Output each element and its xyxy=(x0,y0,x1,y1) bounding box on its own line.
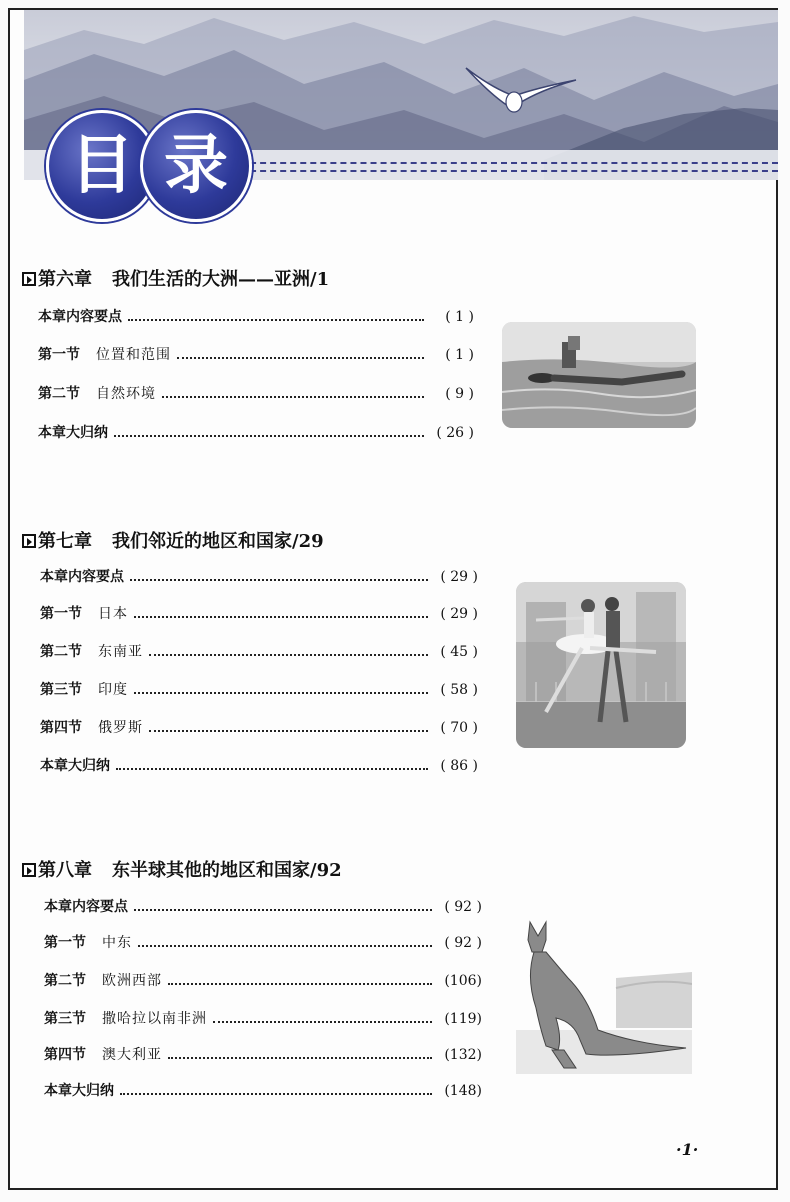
toc-page: ( 1 ) xyxy=(445,309,474,325)
chapter-number: 第六章 xyxy=(38,269,92,290)
toc-leader-dots xyxy=(120,1093,432,1095)
toc-entry[interactable] xyxy=(40,717,478,737)
chapter-title: 我们邻近的地区和国家/29 xyxy=(112,531,324,552)
toc-leader-dots xyxy=(128,319,424,321)
toc-leader-dots xyxy=(162,396,424,398)
toc-section: 本章内容要点 xyxy=(44,899,128,915)
toc-page: ( 70 ) xyxy=(440,720,478,736)
toc-section: 第一节 xyxy=(38,347,80,363)
toc-leader-dots xyxy=(134,692,428,694)
toc-page: (119) xyxy=(444,1011,482,1027)
toc-entry[interactable] xyxy=(44,1044,482,1064)
toc-entry[interactable] xyxy=(40,679,478,699)
toc-title: 欧洲西部 xyxy=(102,973,162,989)
chapter-photo xyxy=(502,322,696,428)
toc-entry[interactable] xyxy=(40,566,478,586)
toc-leader-dots xyxy=(134,616,428,618)
toc-leader-dots xyxy=(168,1057,432,1059)
chapter-number: 第八章 xyxy=(38,860,92,881)
toc-title: 东南亚 xyxy=(98,644,143,660)
toc-section: 本章大归纳 xyxy=(44,1083,114,1099)
toc-entry[interactable] xyxy=(40,603,478,623)
salt-lake-floating-icon xyxy=(502,322,696,428)
toc-page: (148) xyxy=(444,1083,482,1099)
toc-leader-dots xyxy=(114,435,424,437)
toc-page: ( 86 ) xyxy=(440,758,478,774)
toc-section: 第二节 xyxy=(40,644,82,660)
page-number: ·1· xyxy=(676,1140,699,1159)
toc-title: 俄罗斯 xyxy=(98,720,143,736)
toc-entry[interactable] xyxy=(38,306,474,326)
chapter-arrow-icon xyxy=(22,534,36,548)
chapter-arrow-icon xyxy=(22,863,36,877)
toc-title: 印度 xyxy=(98,682,128,698)
toc-entry[interactable] xyxy=(44,932,482,952)
title-char-lu: 录 xyxy=(140,110,252,222)
toc-page: ( 9 ) xyxy=(445,386,474,402)
toc-page: ( 92 ) xyxy=(444,935,482,951)
chapter-title: 东半球其他的地区和国家/92 xyxy=(112,860,342,881)
toc-page: ( 45 ) xyxy=(440,644,478,660)
chapter-number: 第七章 xyxy=(38,531,92,552)
toc-section: 第四节 xyxy=(44,1047,86,1063)
toc-entry[interactable] xyxy=(38,344,474,364)
toc-entry[interactable] xyxy=(40,641,478,661)
toc-entry[interactable] xyxy=(44,970,482,990)
chapter-photo xyxy=(516,582,686,748)
toc-entry[interactable] xyxy=(38,422,474,442)
toc-section: 第二节 xyxy=(38,386,80,402)
ballet-dancers-icon xyxy=(516,582,686,748)
chapter-photo xyxy=(516,918,692,1074)
toc-page: (106) xyxy=(444,973,482,989)
toc-section: 第一节 xyxy=(40,606,82,622)
toc-leader-dots xyxy=(149,730,428,732)
toc-leader-dots xyxy=(213,1021,432,1023)
toc-title: 澳大利亚 xyxy=(102,1047,162,1063)
toc-section: 第一节 xyxy=(44,935,86,951)
toc-title: 日本 xyxy=(98,606,128,622)
toc-title: 自然环境 xyxy=(96,386,156,402)
toc-page: ( 1 ) xyxy=(445,347,474,363)
toc-page: ( 58 ) xyxy=(440,682,478,698)
toc-entry[interactable] xyxy=(38,383,474,403)
toc-section: 第三节 xyxy=(40,682,82,698)
toc-leader-dots xyxy=(168,983,432,985)
header-dashed-rule xyxy=(230,162,778,172)
toc-section: 第三节 xyxy=(44,1011,86,1027)
toc-leader-dots xyxy=(149,654,428,656)
chapter-heading[interactable] xyxy=(22,265,329,291)
toc-entry[interactable] xyxy=(44,1080,482,1100)
toc-leader-dots xyxy=(130,579,428,581)
chapter-heading[interactable] xyxy=(22,856,342,882)
toc-leader-dots xyxy=(177,357,424,359)
toc-section: 本章大归纳 xyxy=(40,758,110,774)
toc-entry[interactable] xyxy=(40,755,478,775)
toc-page: (132) xyxy=(444,1047,482,1063)
kangaroo-icon xyxy=(516,918,692,1074)
toc-section: 本章大归纳 xyxy=(38,425,108,441)
toc-leader-dots xyxy=(138,945,432,947)
chapter-heading[interactable] xyxy=(22,527,324,553)
toc-leader-dots xyxy=(116,768,428,770)
toc-section: 第四节 xyxy=(40,720,82,736)
toc-page: ( 92 ) xyxy=(444,899,482,915)
toc-page: ( 29 ) xyxy=(440,606,478,622)
toc-page: ( 26 ) xyxy=(436,425,474,441)
toc-section: 本章内容要点 xyxy=(40,569,124,585)
toc-section: 第二节 xyxy=(44,973,86,989)
title-char-mu: 目 xyxy=(46,110,158,222)
toc-entry[interactable] xyxy=(44,1008,482,1028)
toc-title: 位置和范围 xyxy=(96,347,171,363)
toc-page: ( 29 ) xyxy=(440,569,478,585)
toc-section: 本章内容要点 xyxy=(38,309,122,325)
toc-title: 中东 xyxy=(102,935,132,951)
toc-leader-dots xyxy=(134,909,432,911)
chapter-arrow-icon xyxy=(22,272,36,286)
toc-entry[interactable] xyxy=(44,896,482,916)
toc-title: 撒哈拉以南非洲 xyxy=(102,1011,207,1027)
chapter-title: 我们生活的大洲——亚洲/1 xyxy=(112,269,330,290)
